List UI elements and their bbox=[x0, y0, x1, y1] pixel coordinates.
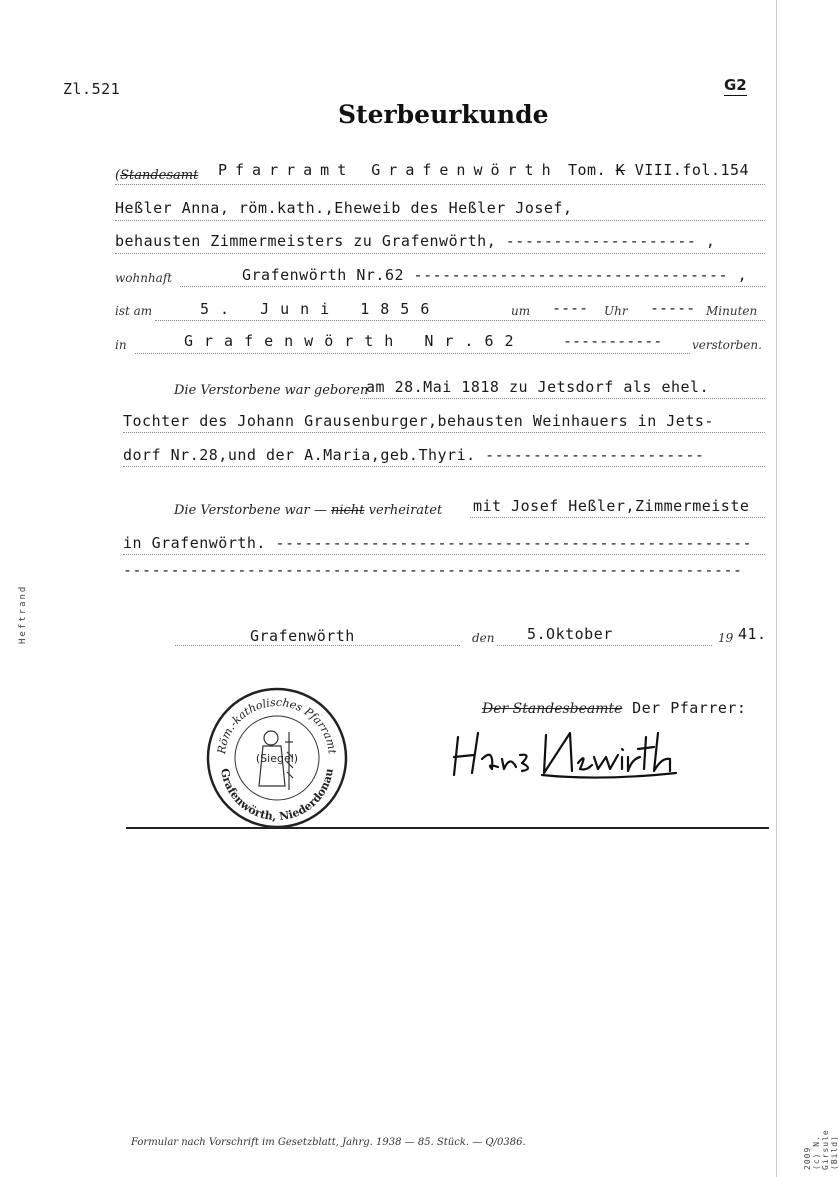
residence-underline bbox=[180, 286, 765, 287]
registry-volume bbox=[568, 161, 749, 179]
birth-line-2: Tochter des Johann Grausenburger,behausten Weinhauers in Jets- bbox=[123, 412, 714, 430]
person-occupation-line: behausten Zimmermeisters zu Grafenwörth, -------------------- , bbox=[115, 232, 716, 250]
issue-den-label: den bbox=[472, 631, 495, 645]
page-edge-right bbox=[776, 0, 777, 1177]
issue-date-underline bbox=[497, 645, 712, 646]
pastor-signature bbox=[450, 725, 690, 785]
death-place-underline bbox=[135, 353, 690, 354]
residence-value: Grafenwörth Nr.62 --------------------------------- , bbox=[242, 266, 748, 284]
reference-number: Zl.521 bbox=[63, 80, 121, 98]
volume-label: Tom. bbox=[568, 161, 607, 179]
footer-regulation: Formular nach Vorschrift im Gesetzblatt, Jahrg. 1938 — 85. Stück. — Q/0386. bbox=[131, 1137, 526, 1148]
birth-underline-3 bbox=[123, 466, 765, 467]
marriage-underline-2 bbox=[123, 554, 765, 555]
name-underline bbox=[115, 220, 765, 221]
marriage-label-text: Die Verstorbene war — bbox=[174, 503, 327, 518]
person-name-line: Heßler Anna, röm.kath.,Eheweib des Heßler Josef, bbox=[115, 199, 573, 217]
seal-bottom-text: Grafenwörth, Niederdonau bbox=[218, 767, 336, 824]
issue-place-underline bbox=[175, 645, 460, 646]
residence-label: wohnhaft bbox=[115, 271, 173, 285]
margin-credit: 2009 (c) N. Girsule (Bild) bbox=[803, 1129, 839, 1170]
volume-folio: VIII.fol.154 bbox=[634, 161, 750, 179]
death-hour-value: ---- bbox=[552, 299, 589, 317]
death-date-label: ist am bbox=[115, 304, 153, 318]
issue-year-suffix: 41. bbox=[738, 625, 767, 643]
marriage-line-2: in Grafenwörth. -------------------------------------------------- bbox=[123, 534, 753, 552]
registry-office: Pfarramt Grafenwörth bbox=[218, 161, 559, 179]
occupation-underline bbox=[115, 253, 765, 254]
volume-struck-letter: K bbox=[615, 161, 626, 179]
marriage-line-3: ----------------------------------------------------------------- bbox=[123, 561, 743, 579]
registry-prefix: ( bbox=[115, 168, 121, 183]
bottom-rule bbox=[126, 827, 769, 829]
death-place-dash: ----------- bbox=[563, 332, 663, 350]
death-place-label: in bbox=[115, 338, 127, 352]
document-title: Sterbeurkunde bbox=[338, 100, 549, 129]
registry-underline bbox=[115, 184, 765, 185]
death-place-suffix: verstorben. bbox=[692, 338, 762, 352]
death-place-value: Grafenwörth Nr.62 bbox=[184, 332, 525, 350]
marriage-label bbox=[174, 503, 442, 518]
registry-line bbox=[115, 164, 198, 183]
marriage-line-1: mit Josef Heßler,Zimmermeiste bbox=[473, 497, 750, 515]
birth-line-1: am 28.Mai 1818 zu Jetsdorf als ehel. bbox=[366, 378, 710, 396]
signature-label: Der Pfarrer: bbox=[632, 699, 747, 717]
parish-seal bbox=[205, 686, 349, 830]
signature-heading bbox=[482, 698, 746, 717]
death-date-value: 5. Juni 1856 bbox=[200, 300, 441, 318]
issue-place: Grafenwörth bbox=[250, 627, 355, 645]
issue-year-prefix: 19 bbox=[718, 631, 734, 645]
birth-line-3: dorf Nr.28,und der A.Maria,geb.Thyri. ----------------------- bbox=[123, 446, 705, 464]
birth-label: Die Verstorbene war geboren bbox=[174, 383, 369, 398]
marriage-underline-1 bbox=[470, 517, 765, 518]
death-hour-label: Uhr bbox=[604, 304, 628, 318]
death-minutes-label: Minuten bbox=[706, 304, 758, 318]
issue-date: 5.Oktober bbox=[527, 625, 613, 643]
death-minutes-value: ----- bbox=[650, 299, 696, 317]
birth-underline-2 bbox=[123, 432, 765, 433]
birth-underline-1 bbox=[360, 398, 765, 399]
death-date-underline bbox=[155, 320, 765, 321]
margin-heftrand: Heftrand bbox=[18, 584, 28, 644]
signature-struck-label: Der Standesbeamte bbox=[482, 701, 623, 717]
seal-center-text: (Siegel) bbox=[255, 752, 299, 765]
seal-top-text: Röm.-katholisches Pfarramt bbox=[215, 695, 339, 755]
registry-struck-word: Standesamt bbox=[120, 168, 199, 183]
death-um-label: um bbox=[511, 304, 531, 318]
marriage-struck-word: nicht bbox=[331, 503, 365, 518]
marriage-status: verheiratet bbox=[368, 503, 443, 518]
form-code: G2 bbox=[724, 76, 747, 94]
